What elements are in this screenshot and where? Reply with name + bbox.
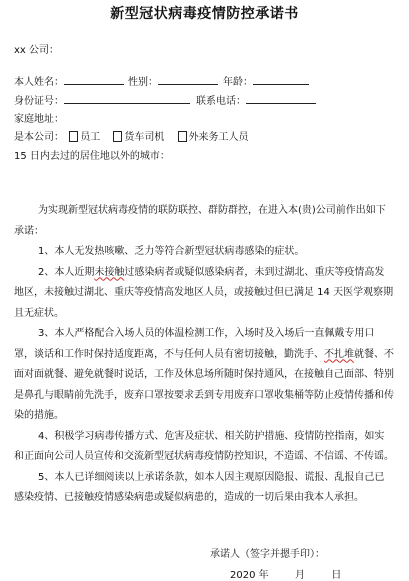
name-field[interactable] <box>64 84 124 85</box>
option-staff-label: 员工 <box>80 132 101 143</box>
gender-field[interactable] <box>158 84 218 85</box>
item-3 <box>14 324 394 427</box>
phone-field[interactable] <box>246 103 316 104</box>
phone-label: 联系电话： <box>196 96 246 107</box>
option-migrant-worker[interactable] <box>176 128 249 143</box>
date-year: 2020 年 <box>230 570 269 581</box>
travel-label: 15 日内去过的居住地以外的城市： <box>14 151 170 162</box>
option-truck-driver[interactable] <box>111 128 164 143</box>
company-row <box>14 128 257 143</box>
signature-date <box>230 566 341 581</box>
age-label: 年龄： <box>223 77 253 88</box>
item-3-rest: 就餐、不面对面就餐、避免就餐时说话，工作及休息场所随时保持通风，在接触自己面部、特别是鼻孔与眼睛前先洗手，废弃口罩按要求丢到专用废弃口罩收集桶等防止疫情传播和传染的措施。 <box>14 348 394 421</box>
item-2-prefix: 2、本人近期 <box>38 266 95 278</box>
item-2-spellcheck-word: 未接触 <box>94 266 125 278</box>
salutation: xx 公司： <box>14 45 60 56</box>
item-4: 4、积极学习病毒传播方式、危害及症状、相关防护措施、疫情防控指南，如实和正面向公司人员宣传和交流新型冠状病毒疫情防控知识，不造谣、不信谣、不传谣。 <box>14 430 394 462</box>
item-3-prefix: 3、本人严格配合入场人员的体温检测工作，入场时及入场后一直佩戴专用口罩，谈话和工作时保持适度距离，不与任何人员有密切接触，勤洗手、 <box>14 328 375 360</box>
address-label: 家庭地址： <box>14 114 64 125</box>
checkbox-truck-driver[interactable] <box>113 131 122 142</box>
option-staff[interactable] <box>67 128 100 143</box>
date-month: 月 <box>295 570 306 581</box>
option-migrant-worker-label: 外来务工人员 <box>188 132 249 143</box>
intro-paragraph: 为实现新型冠状病毒疫情的联防联控、群防群控，在进入本(贵)公司前作出如下承诺： <box>14 205 386 237</box>
signature-label: 承诺人（签字并摁手印）： <box>210 549 325 560</box>
name-label: 本人姓名： <box>14 77 64 88</box>
commitment-body <box>14 201 394 509</box>
id-field[interactable] <box>64 103 190 104</box>
option-truck-driver-label: 货车司机 <box>124 132 165 143</box>
date-day: 日 <box>331 570 342 581</box>
item-2 <box>14 263 394 325</box>
document-title: 新型冠状病毒疫情防控承诺书 <box>110 6 299 22</box>
checkbox-staff[interactable] <box>69 131 78 142</box>
company-label: 是本公司： <box>14 132 64 143</box>
item-5: 5、本人已详细阅读以上承诺条款，如本人因主观原因隐报、谎报、乱报自己已感染疫情、已接触疫情感染病患或疑似病患的，造成的一切后果由我本人承担。 <box>14 471 385 503</box>
age-field[interactable] <box>253 84 309 85</box>
item-3-spellcheck-word: 不扎堆 <box>324 348 354 360</box>
id-label: 身份证号： <box>14 96 64 107</box>
item-1: 1、本人无发热咳嗽、乏力等符合新型冠状病毒感染的症状。 <box>38 246 305 257</box>
gender-label: 性别： <box>128 77 158 88</box>
checkbox-migrant-worker[interactable] <box>178 131 187 142</box>
item-2-rest: 过感染病者或疑似感染病者，未到过湖北、重庆等疫情高发地区，未接触过湖北、重庆等疫情高发地区人员，或接触过但已满足 14 天医学观察期且无症状。 <box>14 266 394 319</box>
